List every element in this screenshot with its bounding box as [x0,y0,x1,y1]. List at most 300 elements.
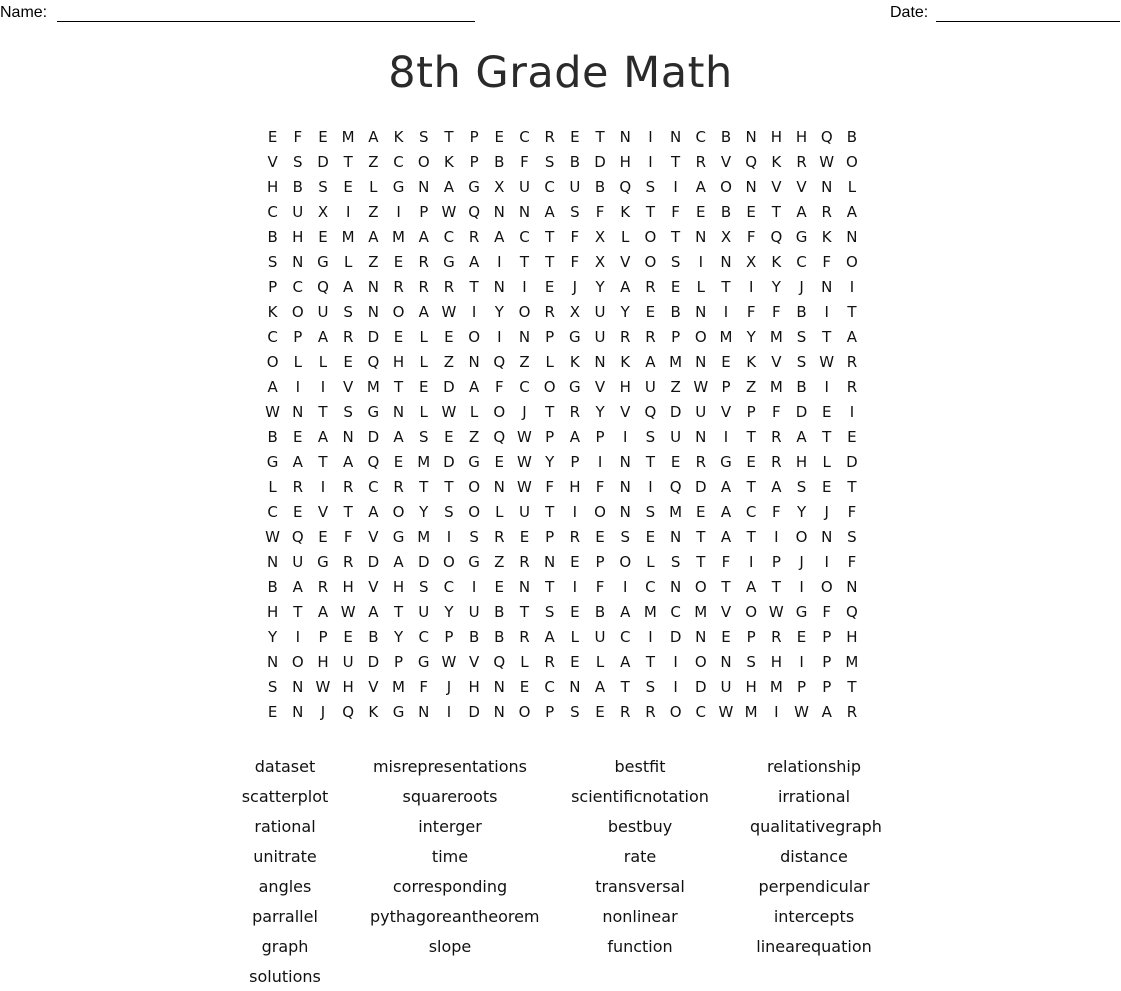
grid-letter[interactable]: D [669,402,682,421]
grid-letter[interactable]: T [519,602,530,621]
grid-letter[interactable]: U [518,502,530,521]
grid-letter[interactable]: U [342,652,354,671]
grid-letter[interactable]: E [267,702,278,721]
grid-letter[interactable]: V [368,677,379,696]
grid-letter[interactable]: N [493,677,505,696]
grid-letter[interactable]: P [419,202,429,221]
grid-letter[interactable]: B [468,627,480,646]
grid-letter[interactable]: I [597,452,603,471]
grid-letter[interactable]: N [367,277,379,296]
grid-letter[interactable]: N [695,352,707,371]
grid-letter[interactable]: S [670,552,681,571]
grid-letter[interactable]: A [720,527,732,546]
grid-letter[interactable]: M [417,527,431,546]
grid-letter[interactable]: C [544,177,555,196]
grid-letter[interactable]: F [293,127,303,146]
grid-letter[interactable]: A [368,502,379,521]
grid-letter[interactable]: D [367,427,380,446]
grid-letter[interactable]: Q [342,702,355,721]
grid-letter[interactable]: S [796,477,807,496]
grid-letter[interactable]: A [846,202,858,221]
grid-letter[interactable]: G [417,652,430,671]
grid-letter[interactable]: I [774,702,779,721]
grid-letter[interactable]: R [519,552,530,571]
grid-letter[interactable]: K [393,127,404,146]
grid-letter[interactable]: P [797,677,807,696]
grid-letter[interactable]: I [748,277,754,296]
grid-letter[interactable]: J [799,277,804,296]
grid-letter[interactable]: E [318,527,328,546]
grid-letter[interactable]: M [392,227,405,246]
grid-letter[interactable]: K [771,152,782,171]
grid-letter[interactable]: A [292,577,303,596]
grid-letter[interactable]: I [471,577,477,596]
grid-letter[interactable]: T [771,202,781,221]
grid-letter[interactable]: E [318,227,328,246]
grid-letter[interactable]: J [572,277,578,296]
grid-letter[interactable]: T [822,327,832,346]
grid-letter[interactable]: G [317,252,329,271]
grid-letter[interactable]: N [846,577,858,596]
grid-letter[interactable]: L [419,352,428,371]
grid-letter[interactable]: Q [493,427,506,446]
grid-letter[interactable]: H [392,352,405,371]
grid-letter[interactable]: T [318,402,328,421]
grid-letter[interactable]: S [570,202,580,221]
grid-letter[interactable]: I [471,302,477,321]
grid-letter[interactable]: S [267,677,278,696]
grid-letter[interactable]: M [845,652,859,671]
grid-letter[interactable]: L [570,627,580,646]
grid-letter[interactable]: E [570,652,580,671]
grid-letter[interactable]: R [821,202,832,221]
grid-letter[interactable]: U [644,377,656,396]
grid-letter[interactable]: E [418,377,429,396]
grid-letter[interactable]: P [469,152,479,171]
grid-letter[interactable]: Q [493,652,506,671]
grid-letter[interactable]: O [820,577,833,596]
grid-letter[interactable]: T [822,427,832,446]
grid-letter[interactable]: G [569,377,581,396]
grid-letter[interactable]: P [293,327,303,346]
grid-letter[interactable]: I [648,152,653,171]
grid-letter[interactable]: W [794,702,809,721]
grid-letter[interactable]: A [418,227,429,246]
grid-letter[interactable]: F [847,502,857,521]
grid-letter[interactable]: L [847,177,857,196]
grid-letter[interactable]: S [444,502,454,521]
grid-letter[interactable]: R [292,477,303,496]
grid-letter[interactable]: B [796,302,807,321]
grid-letter[interactable]: A [796,427,807,446]
grid-letter[interactable]: O [745,602,758,621]
grid-letter[interactable]: N [669,127,682,146]
grid-letter[interactable]: S [418,577,429,596]
grid-letter[interactable]: O [846,252,858,271]
grid-letter[interactable]: L [621,227,630,246]
grid-letter[interactable]: I [295,377,300,396]
grid-letter[interactable]: G [468,177,480,196]
grid-letter[interactable]: H [795,452,808,471]
grid-letter[interactable]: A [544,627,555,646]
grid-letter[interactable]: I [673,677,678,696]
grid-letter[interactable]: E [519,677,530,696]
grid-letter[interactable]: T [519,252,530,271]
grid-letter[interactable]: E [696,502,706,521]
grid-letter[interactable]: X [569,302,580,321]
grid-letter[interactable]: G [795,227,808,246]
grid-letter[interactable]: Y [393,627,404,646]
grid-letter[interactable]: E [796,627,807,646]
grid-letter[interactable]: W [819,352,835,371]
grid-letter[interactable]: M [769,677,783,696]
grid-letter[interactable]: D [367,652,380,671]
grid-letter[interactable]: U [569,177,581,196]
grid-letter[interactable]: T [595,127,605,146]
grid-letter[interactable]: P [545,527,555,546]
grid-letter[interactable]: Q [291,527,304,546]
grid-letter[interactable]: B [494,602,505,621]
grid-letter[interactable]: X [720,227,732,246]
grid-letter[interactable]: U [518,177,530,196]
grid-letter[interactable]: R [418,277,429,296]
grid-letter[interactable]: D [695,677,707,696]
grid-letter[interactable]: V [771,177,782,196]
grid-letter[interactable]: D [669,627,682,646]
grid-letter[interactable]: B [594,602,606,621]
grid-letter[interactable]: O [669,702,682,721]
grid-letter[interactable]: O [518,302,531,321]
grid-letter[interactable]: Y [595,277,605,296]
grid-letter[interactable]: Q [770,227,783,246]
grid-letter[interactable]: O [468,502,480,521]
grid-letter[interactable]: B [494,152,505,171]
grid-letter[interactable]: A [267,377,278,396]
grid-letter[interactable]: E [494,452,505,471]
grid-letter[interactable]: A [821,702,832,721]
grid-letter[interactable]: S [343,302,353,321]
grid-letter[interactable]: T [545,502,555,521]
grid-letter[interactable]: E [595,527,605,546]
grid-letter[interactable]: F [822,252,832,271]
grid-letter[interactable]: M [719,327,733,346]
grid-letter[interactable]: N [745,127,757,146]
grid-letter[interactable]: P [268,277,278,296]
grid-letter[interactable]: H [770,127,782,146]
grid-letter[interactable]: E [821,477,832,496]
grid-letter[interactable]: E [519,527,530,546]
grid-letter[interactable]: F [419,677,429,696]
grid-letter[interactable]: I [799,652,804,671]
grid-letter[interactable]: Z [494,552,505,571]
grid-letter[interactable]: P [595,552,605,571]
grid-letter[interactable]: A [720,502,732,521]
grid-letter[interactable]: T [746,477,756,496]
grid-letter[interactable]: V [796,177,807,196]
grid-letter[interactable]: A [620,277,631,296]
grid-letter[interactable]: S [343,402,353,421]
grid-letter[interactable]: J [522,402,527,421]
grid-letter[interactable]: N [720,252,732,271]
grid-letter[interactable]: N [619,452,631,471]
grid-letter[interactable]: V [368,527,379,546]
grid-letter[interactable]: D [795,402,808,421]
grid-letter[interactable]: K [771,252,782,271]
grid-letter[interactable]: G [720,452,732,471]
grid-letter[interactable]: H [745,677,757,696]
grid-letter[interactable]: N [392,402,405,421]
grid-letter[interactable]: I [522,277,527,296]
grid-letter[interactable]: N [669,577,682,596]
grid-letter[interactable]: C [267,502,278,521]
grid-letter[interactable]: A [368,127,379,146]
grid-letter[interactable]: P [822,627,832,646]
grid-letter[interactable]: P [595,427,605,446]
grid-letter[interactable]: R [645,277,656,296]
grid-letter[interactable]: P [822,677,832,696]
grid-letter[interactable]: R [494,527,505,546]
grid-letter[interactable]: B [720,127,732,146]
grid-letter[interactable]: N [292,677,304,696]
grid-letter[interactable]: N [821,177,833,196]
grid-letter[interactable]: W [718,702,734,721]
grid-letter[interactable]: N [418,177,430,196]
grid-letter[interactable]: E [595,702,605,721]
grid-letter[interactable]: M [341,127,355,146]
grid-letter[interactable]: O [291,302,304,321]
grid-letter[interactable]: R [846,352,858,371]
grid-letter[interactable]: B [267,577,278,596]
grid-letter[interactable]: K [620,352,631,371]
grid-letter[interactable]: F [595,577,605,596]
grid-letter[interactable]: W [517,477,532,496]
grid-letter[interactable]: I [497,252,502,271]
grid-letter[interactable]: M [694,602,708,621]
grid-letter[interactable]: T [419,477,429,496]
grid-letter[interactable]: S [318,177,328,196]
grid-letter[interactable]: T [671,152,681,171]
grid-letter[interactable]: R [519,627,530,646]
grid-letter[interactable]: T [746,527,756,546]
grid-letter[interactable]: A [343,277,354,296]
grid-letter[interactable]: A [494,227,505,246]
grid-letter[interactable]: Y [595,402,605,421]
grid-letter[interactable]: K [569,352,580,371]
grid-letter[interactable]: A [393,427,404,446]
grid-letter[interactable]: W [441,202,457,221]
grid-letter[interactable]: F [746,302,756,321]
grid-letter[interactable]: T [393,377,404,396]
grid-letter[interactable]: N [493,702,505,721]
grid-letter[interactable]: S [645,502,656,521]
grid-letter[interactable]: S [469,527,479,546]
grid-letter[interactable]: N [493,277,505,296]
grid-letter[interactable]: S [670,252,681,271]
grid-letter[interactable]: U [594,302,606,321]
grid-letter[interactable]: R [695,452,706,471]
grid-letter[interactable]: R [393,477,404,496]
grid-letter[interactable]: C [443,227,455,246]
grid-letter[interactable]: T [620,677,630,696]
grid-letter[interactable]: B [670,302,681,321]
grid-letter[interactable]: W [768,602,784,621]
grid-letter[interactable]: B [267,227,278,246]
grid-letter[interactable]: W [265,402,281,421]
grid-letter[interactable]: V [368,577,379,596]
grid-letter[interactable]: Z [368,202,379,221]
grid-letter[interactable]: A [796,202,807,221]
grid-letter[interactable]: P [545,427,555,446]
grid-letter[interactable]: E [645,527,656,546]
grid-letter[interactable]: F [595,202,605,221]
grid-letter[interactable]: F [545,477,554,496]
grid-letter[interactable]: I [497,327,502,346]
grid-letter[interactable]: R [544,127,555,146]
grid-letter[interactable]: I [572,577,578,596]
grid-letter[interactable]: A [393,552,404,571]
grid-letter[interactable]: A [544,202,555,221]
grid-letter[interactable]: G [443,252,455,271]
grid-letter[interactable]: A [317,327,329,346]
grid-letter[interactable]: U [695,402,707,421]
grid-letter[interactable]: F [494,377,504,396]
grid-letter[interactable]: G [392,177,405,196]
grid-letter[interactable]: W [693,377,709,396]
grid-letter[interactable]: T [771,577,781,596]
grid-letter[interactable]: P [746,402,756,421]
grid-letter[interactable]: E [570,602,580,621]
grid-letter[interactable]: G [392,702,405,721]
grid-letter[interactable]: Y [771,277,781,296]
grid-letter[interactable]: Z [468,427,480,446]
grid-letter[interactable]: B [569,152,580,171]
grid-letter[interactable]: L [696,277,705,296]
grid-letter[interactable]: N [518,327,531,346]
grid-letter[interactable]: B [267,427,278,446]
grid-letter[interactable]: Y [545,452,555,471]
grid-letter[interactable]: M [341,227,355,246]
grid-letter[interactable]: N [745,177,757,196]
grid-letter[interactable]: C [695,702,707,721]
grid-letter[interactable]: H [292,227,304,246]
grid-letter[interactable]: N [846,227,858,246]
grid-letter[interactable]: N [720,652,732,671]
grid-letter[interactable]: H [468,677,480,696]
grid-letter[interactable]: H [846,627,858,646]
grid-letter[interactable]: T [696,552,706,571]
grid-letter[interactable]: S [570,702,580,721]
grid-letter[interactable]: B [720,202,732,221]
grid-letter[interactable]: F [671,202,680,221]
grid-letter[interactable]: C [519,227,530,246]
grid-letter[interactable]: U [292,552,304,571]
grid-letter[interactable]: I [648,477,653,496]
grid-letter[interactable]: Z [368,252,379,271]
grid-letter[interactable]: V [720,602,732,621]
grid-letter[interactable]: N [619,127,631,146]
grid-letter[interactable]: F [520,152,529,171]
grid-letter[interactable]: F [570,252,580,271]
grid-letter[interactable]: N [821,277,833,296]
grid-letter[interactable]: P [318,627,328,646]
grid-letter[interactable]: K [368,702,379,721]
grid-letter[interactable]: Q [846,602,858,621]
grid-letter[interactable]: T [721,277,731,296]
grid-letter[interactable]: Z [670,377,681,396]
grid-letter[interactable]: O [644,252,657,271]
grid-letter[interactable]: S [418,127,429,146]
grid-letter[interactable]: E [393,252,404,271]
grid-letter[interactable]: A [746,577,757,596]
grid-letter[interactable]: S [796,327,807,346]
grid-letter[interactable]: P [570,452,580,471]
grid-letter[interactable]: R [418,252,429,271]
grid-letter[interactable]: C [393,152,404,171]
grid-letter[interactable]: I [446,702,452,721]
grid-letter[interactable]: R [468,227,480,246]
grid-letter[interactable]: A [645,352,656,371]
grid-letter[interactable]: N [695,627,707,646]
grid-letter[interactable]: N [695,427,707,446]
grid-letter[interactable]: J [320,702,326,721]
grid-letter[interactable]: V [343,377,354,396]
grid-letter[interactable]: S [645,677,656,696]
grid-letter[interactable]: G [367,402,380,421]
grid-letter[interactable]: N [266,552,279,571]
grid-letter[interactable]: E [293,502,303,521]
grid-letter[interactable]: F [847,552,857,571]
grid-letter[interactable]: R [846,702,858,721]
grid-letter[interactable]: D [317,152,329,171]
grid-letter[interactable]: T [847,677,857,696]
grid-letter[interactable]: G [392,527,405,546]
grid-letter[interactable]: D [468,702,480,721]
grid-letter[interactable]: V [620,402,631,421]
grid-letter[interactable]: F [772,302,781,321]
grid-letter[interactable]: T [393,602,404,621]
grid-letter[interactable]: L [419,327,428,346]
grid-letter[interactable]: Q [493,352,506,371]
grid-letter[interactable]: F [595,477,605,496]
grid-letter[interactable]: P [545,327,555,346]
grid-letter[interactable]: E [343,352,353,371]
grid-letter[interactable]: S [293,152,303,171]
grid-letter[interactable]: O [392,502,405,521]
grid-letter[interactable]: O [644,227,657,246]
grid-letter[interactable]: A [468,252,480,271]
grid-letter[interactable]: V [267,152,278,171]
grid-letter[interactable]: I [723,302,729,321]
grid-letter[interactable]: P [671,327,681,346]
grid-letter[interactable]: X [594,252,606,271]
grid-letter[interactable]: W [819,152,835,171]
grid-letter[interactable]: I [849,277,855,296]
grid-letter[interactable]: E [721,352,731,371]
grid-letter[interactable]: E [444,427,454,446]
grid-letter[interactable]: Y [746,327,756,346]
grid-letter[interactable]: I [799,577,804,596]
grid-letter[interactable]: R [645,702,656,721]
grid-letter[interactable]: R [443,277,455,296]
grid-letter[interactable]: R [695,152,706,171]
grid-letter[interactable]: S [746,652,756,671]
grid-letter[interactable]: M [643,602,657,621]
grid-letter[interactable]: I [295,627,300,646]
grid-letter[interactable]: F [570,227,580,246]
grid-letter[interactable]: O [795,527,808,546]
grid-letter[interactable]: U [468,602,480,621]
grid-letter[interactable]: G [468,552,480,571]
